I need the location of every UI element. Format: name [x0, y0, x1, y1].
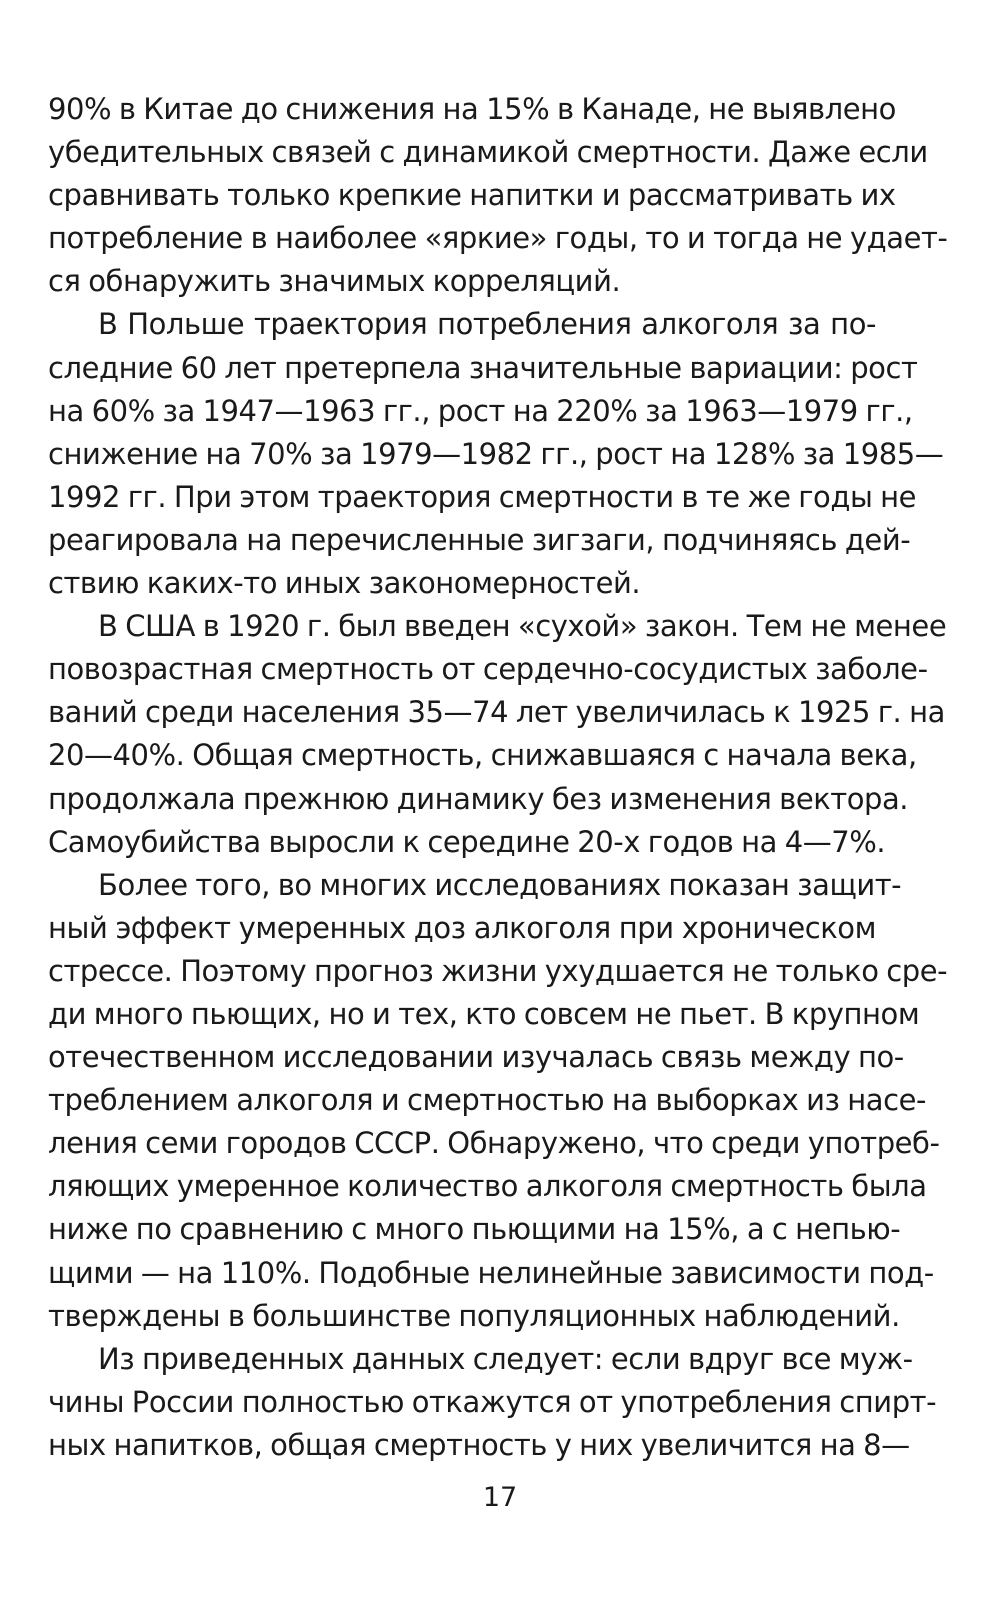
paragraph [48, 605, 947, 864]
text-line: 1992 гг. При этом траектория смертности в те же годы не [48, 479, 917, 514]
text-line: В США в 1920 г. был введен «сухой» закон. Тем не менее [98, 609, 947, 644]
paragraph [48, 303, 944, 605]
text-line: ди много пьющих, но и тех, кто совсем не пьет. В крупном [48, 996, 920, 1031]
text-line: ный эффект умеренных доз алкоголя при хроническом [48, 910, 876, 945]
text-line: сравнивать только крепкие напитки и рассматривать их [48, 178, 896, 213]
text-line: потребление в наиболее «яркие» годы, то и тогда не удает- [48, 221, 948, 256]
page-number: 17 [482, 1482, 518, 1513]
text-line: треблением алкоголя и смертностью на выборках из насе- [48, 1083, 926, 1118]
paragraph [48, 864, 948, 1338]
paragraph [48, 1338, 937, 1467]
text-line: ствию каких-то иных закономерностей. [48, 566, 641, 601]
text-line: В Польше траектория потребления алкоголя за по- [98, 307, 876, 342]
text-line: реагировала на перечисленные зигзаги, подчиняясь дей- [48, 522, 911, 557]
text-line: ных напитков, общая смертность у них увеличится на 8— [48, 1427, 910, 1462]
text-line: на 60% за 1947—1963 гг., рост на 220% за 1963—1979 гг., [48, 393, 913, 428]
text-line: убедительных связей с динамикой смертности. Даже если [48, 135, 928, 170]
text-line: чины России полностью откажутся от употребления спирт- [48, 1384, 937, 1419]
text-line: стрессе. Поэтому прогноз жизни ухудшается не только сре- [48, 953, 948, 988]
text-line: 90% в Китае до снижения на 15% в Канаде, не выявлено [48, 92, 896, 126]
text-line: 20—40%. Общая смертность, снижавшаяся с начала века, [48, 738, 917, 773]
text-line: щими — на 110%. Подобные нелинейные зависимости под- [48, 1255, 934, 1290]
text-line: тверждены в большинстве популяционных наблюдений. [48, 1298, 900, 1333]
paragraph [48, 88, 948, 303]
text-line: следние 60 лет претерпела значительные вариации: рост [48, 350, 918, 385]
text-line: ся обнаружить значимых корреляций. [48, 264, 621, 299]
text-line: отечественном исследовании изучалась связь между по- [48, 1040, 904, 1075]
text-line: продолжала прежнюю динамику без изменения вектора. [48, 781, 909, 816]
text-line: ниже по сравнению с много пьющими на 15%, а с непью- [48, 1212, 901, 1247]
text-line: ваний среди населения 35—74 лет увеличилась к 1925 г. на [48, 695, 945, 730]
text-line: Более того, во многих исследованиях показан защит- [98, 867, 902, 902]
body-text [48, 88, 948, 1467]
text-line: повозрастная смертность от сердечно-сосудистых заболе- [48, 652, 928, 687]
text-line: снижение на 70% за 1979—1982 гг., рост на 128% за 1985— [48, 436, 944, 471]
text-line: Из приведенных данных следует: если вдруг все муж- [98, 1341, 913, 1376]
text-line: Самоубийства выросли к середине 20-х годов на 4—7%. [48, 824, 886, 859]
text-line: ления семи городов СССР. Обнаружено, что среди употреб- [48, 1126, 940, 1161]
text-line: ляющих умеренное количество алкоголя смертность была [48, 1169, 927, 1204]
